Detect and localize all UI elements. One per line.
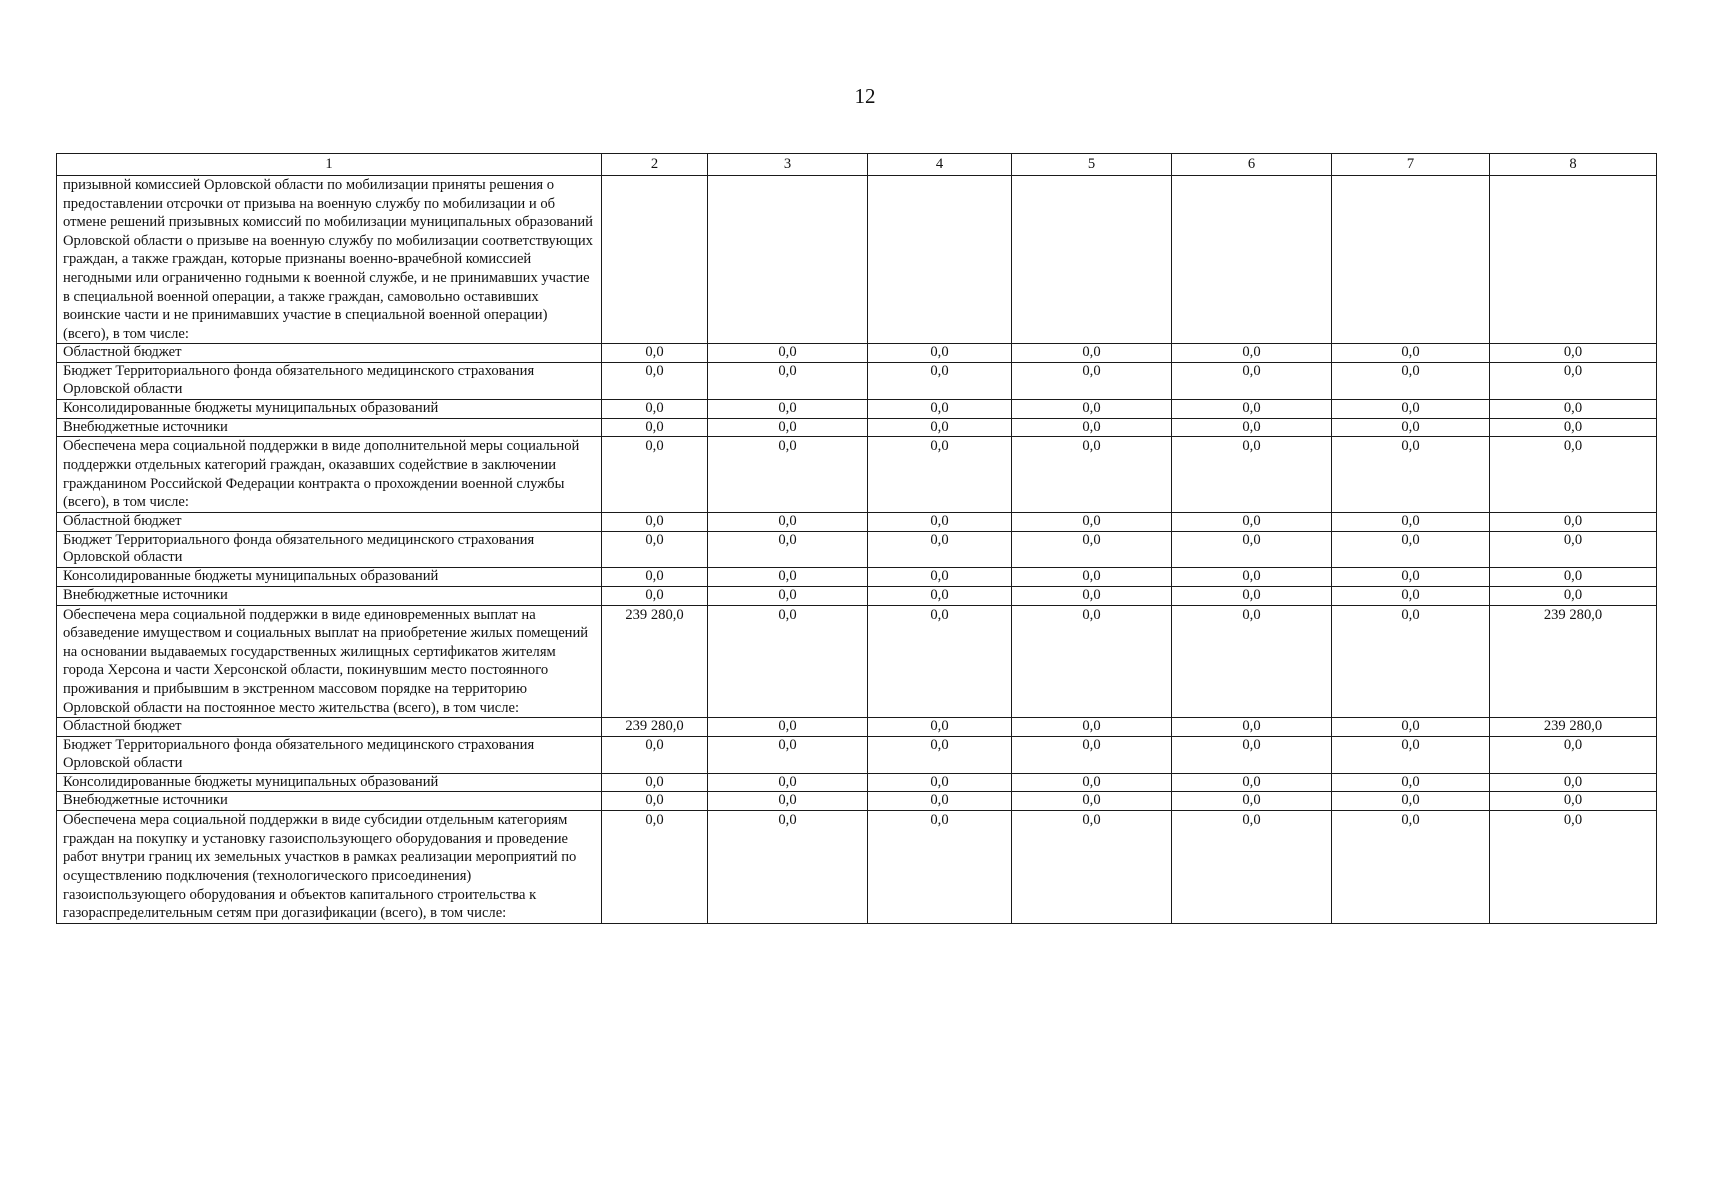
- value-cell: 0,0: [1012, 344, 1172, 363]
- value-cell: 0,0: [1332, 811, 1490, 924]
- value-cell: 0,0: [1490, 568, 1657, 587]
- value-cell: 0,0: [602, 531, 708, 568]
- value-cell: 0,0: [1490, 773, 1657, 792]
- budget-table: [56, 153, 1657, 924]
- value-cell: 0,0: [868, 344, 1012, 363]
- value-cell: 0,0: [1172, 605, 1332, 718]
- table-row: [57, 811, 1657, 924]
- value-cell: 0,0: [1490, 437, 1657, 512]
- value-cell: 0,0: [708, 568, 868, 587]
- value-cell: 0,0: [1172, 773, 1332, 792]
- value-cell: 0,0: [708, 737, 868, 774]
- table-row: [57, 418, 1657, 437]
- row-label: Консолидированные бюджеты муниципальных образований: [57, 399, 602, 418]
- value-cell: 0,0: [708, 531, 868, 568]
- row-label: Консолидированные бюджеты муниципальных образований: [57, 773, 602, 792]
- value-cell: 0,0: [1332, 418, 1490, 437]
- row-label: Обеспечена мера социальной поддержки в виде единовременных выплат на обзаведение имуществом и социальных выплат на приобретение жилых помещений на основании выдаваемых государственных жилищных сертификатов жителям города Херсона и части Херсонской области, покинувшим место постоянного проживания и прибывшим в экстренном массовом порядке на территорию Орловской области на постоянное место жительства (всего), в том числе:: [57, 605, 602, 718]
- value-cell: 0,0: [708, 605, 868, 718]
- value-cell: 0,0: [868, 437, 1012, 512]
- value-cell: 0,0: [602, 586, 708, 605]
- value-cell: 0,0: [708, 437, 868, 512]
- row-label: Обеспечена мера социальной поддержки в виде дополнительной меры социальной поддержки отдельных категорий граждан, оказавших содействие в заключении гражданином Российской Федерации контракта о прохождении военной службы (всего), в том числе:: [57, 437, 602, 512]
- table-row: [57, 568, 1657, 587]
- value-cell: 0,0: [868, 737, 1012, 774]
- row-label: Областной бюджет: [57, 718, 602, 737]
- value-cell: 0,0: [1172, 811, 1332, 924]
- value-cell: 0,0: [868, 418, 1012, 437]
- value-cell: 0,0: [1490, 512, 1657, 531]
- value-cell: 0,0: [1172, 792, 1332, 811]
- value-cell: 0,0: [1332, 718, 1490, 737]
- value-cell: 0,0: [868, 586, 1012, 605]
- value-cell: 0,0: [1172, 586, 1332, 605]
- value-cell: 0,0: [708, 399, 868, 418]
- value-cell: 0,0: [1332, 586, 1490, 605]
- value-cell: [1012, 176, 1172, 344]
- column-header: 3: [708, 154, 868, 176]
- value-cell: 0,0: [1490, 792, 1657, 811]
- row-label: Внебюджетные источники: [57, 418, 602, 437]
- value-cell: 0,0: [1172, 437, 1332, 512]
- value-cell: 0,0: [868, 568, 1012, 587]
- value-cell: 0,0: [708, 718, 868, 737]
- value-cell: 0,0: [1490, 418, 1657, 437]
- value-cell: 0,0: [602, 418, 708, 437]
- value-cell: 0,0: [1332, 605, 1490, 718]
- value-cell: 0,0: [602, 399, 708, 418]
- value-cell: [868, 176, 1012, 344]
- value-cell: 0,0: [868, 531, 1012, 568]
- row-label: Областной бюджет: [57, 344, 602, 363]
- table-row: [57, 773, 1657, 792]
- value-cell: 0,0: [708, 773, 868, 792]
- value-cell: 0,0: [602, 344, 708, 363]
- column-number-row: [57, 154, 1657, 176]
- table-row: [57, 344, 1657, 363]
- value-cell: 0,0: [1490, 737, 1657, 774]
- value-cell: 0,0: [1332, 399, 1490, 418]
- value-cell: 0,0: [1012, 773, 1172, 792]
- row-label: Бюджет Территориального фонда обязательного медицинского страхования Орловской области: [57, 531, 602, 568]
- value-cell: 0,0: [1332, 737, 1490, 774]
- value-cell: 0,0: [1012, 718, 1172, 737]
- value-cell: [602, 176, 708, 344]
- value-cell: 0,0: [708, 418, 868, 437]
- value-cell: 0,0: [602, 512, 708, 531]
- table-row: [57, 792, 1657, 811]
- value-cell: 0,0: [1332, 568, 1490, 587]
- value-cell: 0,0: [868, 399, 1012, 418]
- value-cell: 0,0: [1172, 531, 1332, 568]
- value-cell: 0,0: [708, 512, 868, 531]
- value-cell: 0,0: [708, 792, 868, 811]
- table-body: [57, 176, 1657, 924]
- value-cell: 0,0: [1332, 437, 1490, 512]
- value-cell: 0,0: [708, 363, 868, 400]
- table-row: [57, 437, 1657, 512]
- value-cell: 0,0: [1012, 363, 1172, 400]
- value-cell: 239 280,0: [1490, 718, 1657, 737]
- value-cell: 0,0: [1012, 399, 1172, 418]
- value-cell: 0,0: [1012, 437, 1172, 512]
- value-cell: 0,0: [1012, 512, 1172, 531]
- value-cell: 0,0: [1332, 344, 1490, 363]
- value-cell: 0,0: [1012, 586, 1172, 605]
- value-cell: 239 280,0: [602, 718, 708, 737]
- value-cell: 0,0: [1172, 418, 1332, 437]
- value-cell: 0,0: [1172, 344, 1332, 363]
- value-cell: 0,0: [868, 605, 1012, 718]
- value-cell: 239 280,0: [1490, 605, 1657, 718]
- row-label: Внебюджетные источники: [57, 586, 602, 605]
- value-cell: 0,0: [868, 363, 1012, 400]
- value-cell: [1332, 176, 1490, 344]
- value-cell: 0,0: [1332, 531, 1490, 568]
- value-cell: 0,0: [868, 718, 1012, 737]
- value-cell: 0,0: [1012, 792, 1172, 811]
- value-cell: 0,0: [708, 811, 868, 924]
- row-label: Областной бюджет: [57, 512, 602, 531]
- value-cell: 0,0: [1172, 718, 1332, 737]
- value-cell: 0,0: [1172, 737, 1332, 774]
- value-cell: 0,0: [1332, 792, 1490, 811]
- value-cell: [1172, 176, 1332, 344]
- table-row: [57, 531, 1657, 568]
- value-cell: 0,0: [708, 344, 868, 363]
- value-cell: 0,0: [602, 363, 708, 400]
- table-row: [57, 718, 1657, 737]
- value-cell: 0,0: [1012, 737, 1172, 774]
- value-cell: 0,0: [1172, 568, 1332, 587]
- value-cell: 0,0: [1172, 363, 1332, 400]
- value-cell: 0,0: [1332, 363, 1490, 400]
- row-label: Обеспечена мера социальной поддержки в виде субсидии отдельным категориям граждан на покупку и установку газоиспользующего оборудования и проведение работ внутри границ их земельных участков в рамках реализации мероприятий по осуществлению подключения (технологического присоединения) газоиспользующего оборудования и объектов капитального строительства к газораспределительным сетям при догазификации (всего), в том числе:: [57, 811, 602, 924]
- table-row: [57, 586, 1657, 605]
- column-header: 1: [57, 154, 602, 176]
- value-cell: 0,0: [1012, 531, 1172, 568]
- value-cell: 0,0: [868, 773, 1012, 792]
- value-cell: 0,0: [708, 586, 868, 605]
- column-header: 6: [1172, 154, 1332, 176]
- table-row: [57, 605, 1657, 718]
- row-label: Бюджет Территориального фонда обязательного медицинского страхования Орловской области: [57, 737, 602, 774]
- column-header: 8: [1490, 154, 1657, 176]
- value-cell: [1490, 176, 1657, 344]
- value-cell: 0,0: [1490, 811, 1657, 924]
- row-label: призывной комиссией Орловской области по мобилизации приняты решения о предоставлении отсрочки от призыва на военную службу по мобилизации и об отмене решений призывных комиссий по мобилизации муниципальных образований Орловской области о призыве на военную службу по мобилизации соответствующих граждан, а также граждан, которые признаны военно-врачебной комиссией негодными или ограниченно годными к военной службе, и не принимавших участие в специальной военной операции, а также граждан, самовольно оставивших воинские части и не принимавших участие в специальной военной операции) (всего), в том числе:: [57, 176, 602, 344]
- value-cell: 0,0: [1012, 418, 1172, 437]
- value-cell: 0,0: [1490, 399, 1657, 418]
- value-cell: 0,0: [1490, 531, 1657, 568]
- value-cell: 0,0: [602, 568, 708, 587]
- value-cell: 0,0: [1490, 344, 1657, 363]
- value-cell: 0,0: [1172, 512, 1332, 531]
- row-label: Консолидированные бюджеты муниципальных образований: [57, 568, 602, 587]
- column-header: 5: [1012, 154, 1172, 176]
- row-label: Бюджет Территориального фонда обязательного медицинского страхования Орловской области: [57, 363, 602, 400]
- column-header: 7: [1332, 154, 1490, 176]
- table-row: [57, 512, 1657, 531]
- value-cell: 0,0: [1490, 586, 1657, 605]
- column-header: 2: [602, 154, 708, 176]
- table-row: [57, 737, 1657, 774]
- value-cell: 0,0: [602, 773, 708, 792]
- value-cell: 0,0: [602, 737, 708, 774]
- value-cell: 0,0: [1490, 363, 1657, 400]
- value-cell: 0,0: [1012, 811, 1172, 924]
- table-row: [57, 399, 1657, 418]
- value-cell: 0,0: [868, 512, 1012, 531]
- page-number: 12: [854, 84, 876, 108]
- value-cell: 0,0: [602, 811, 708, 924]
- table-row: [57, 176, 1657, 344]
- value-cell: 0,0: [868, 811, 1012, 924]
- value-cell: 0,0: [602, 792, 708, 811]
- value-cell: 0,0: [602, 437, 708, 512]
- value-cell: [708, 176, 868, 344]
- value-cell: 0,0: [1332, 773, 1490, 792]
- value-cell: 0,0: [1012, 605, 1172, 718]
- value-cell: 239 280,0: [602, 605, 708, 718]
- row-label: Внебюджетные источники: [57, 792, 602, 811]
- table-row: [57, 363, 1657, 400]
- value-cell: 0,0: [868, 792, 1012, 811]
- value-cell: 0,0: [1012, 568, 1172, 587]
- value-cell: 0,0: [1172, 399, 1332, 418]
- column-header: 4: [868, 154, 1012, 176]
- value-cell: 0,0: [1332, 512, 1490, 531]
